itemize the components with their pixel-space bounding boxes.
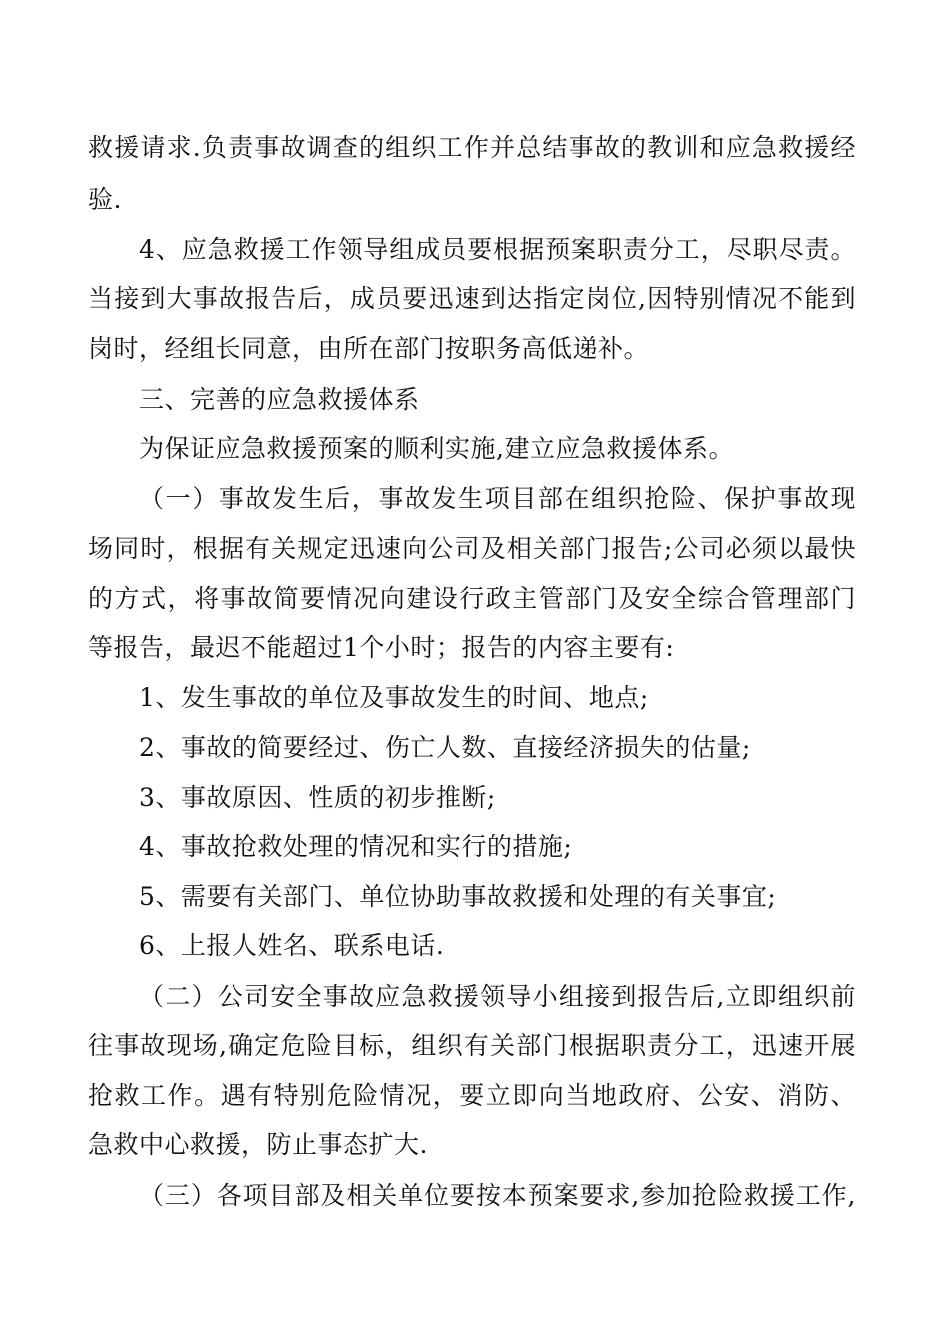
list-item: 5、需要有关部门、单位协助事故救援和处理的有关事宜;	[139, 882, 777, 911]
paragraph-line: 为保证应急救援预案的顺利实施,建立应急救援体系。	[139, 434, 734, 463]
paragraph-line: 4、应急救援工作领导组成员要根据预案职责分工，尽职尽责。	[139, 235, 856, 264]
paragraph-line: 抢救工作。遇有特别危险情况，要立即向当地政府、公安、消防、	[88, 1081, 856, 1110]
paragraph-line: 等报告，最迟不能超过1个小时；报告的内容主要有:	[88, 633, 675, 662]
paragraph-line: 的方式，将事故简要情况向建设行政主管部门及安全综合管理部门	[88, 584, 856, 613]
paragraph-line: 验.	[88, 185, 122, 214]
paragraph-line: （一）事故发生后，事故发生项目部在组织抢险、保护事故现	[139, 484, 856, 513]
list-item: 6、上报人姓名、联系电话.	[139, 931, 445, 960]
section-heading: 三、完善的应急救援体系	[139, 385, 420, 414]
list-item: 2、事故的简要经过、伤亡人数、直接经济损失的估量;	[139, 733, 751, 762]
paragraph-line: 当接到大事故报告后，成员要迅速到达指定岗位,因特别情况不能到	[88, 284, 856, 313]
paragraph-line: 往事故现场,确定危险目标，组织有关部门根据职责分工，迅速开展	[88, 1031, 856, 1060]
list-item: 3、事故原因、性质的初步推断;	[139, 783, 496, 812]
paragraph-line: 岗时，经组长同意，由所在部门按职务高低递补。	[88, 334, 650, 363]
list-item: 1、发生事故的单位及事故发生的时间、地点;	[139, 683, 649, 712]
paragraph-line: 急救中心救援，防止事态扩大.	[88, 1130, 428, 1159]
paragraph-line: 场同时，根据有关规定迅速向公司及相关部门报告;公司必须以最快	[88, 534, 856, 563]
list-item: 4、事故抢救处理的情况和实行的措施;	[139, 832, 573, 861]
paragraph-line: （二）公司安全事故应急救援领导小组接到报告后,立即组织前	[139, 982, 856, 1011]
paragraph-line: （三）各项目部及相关单位要按本预案要求,参加抢险救援工作,	[139, 1181, 856, 1210]
paragraph-line: 救援请求.负责事故调查的组织工作并总结事故的教训和应急救援经	[88, 133, 856, 162]
